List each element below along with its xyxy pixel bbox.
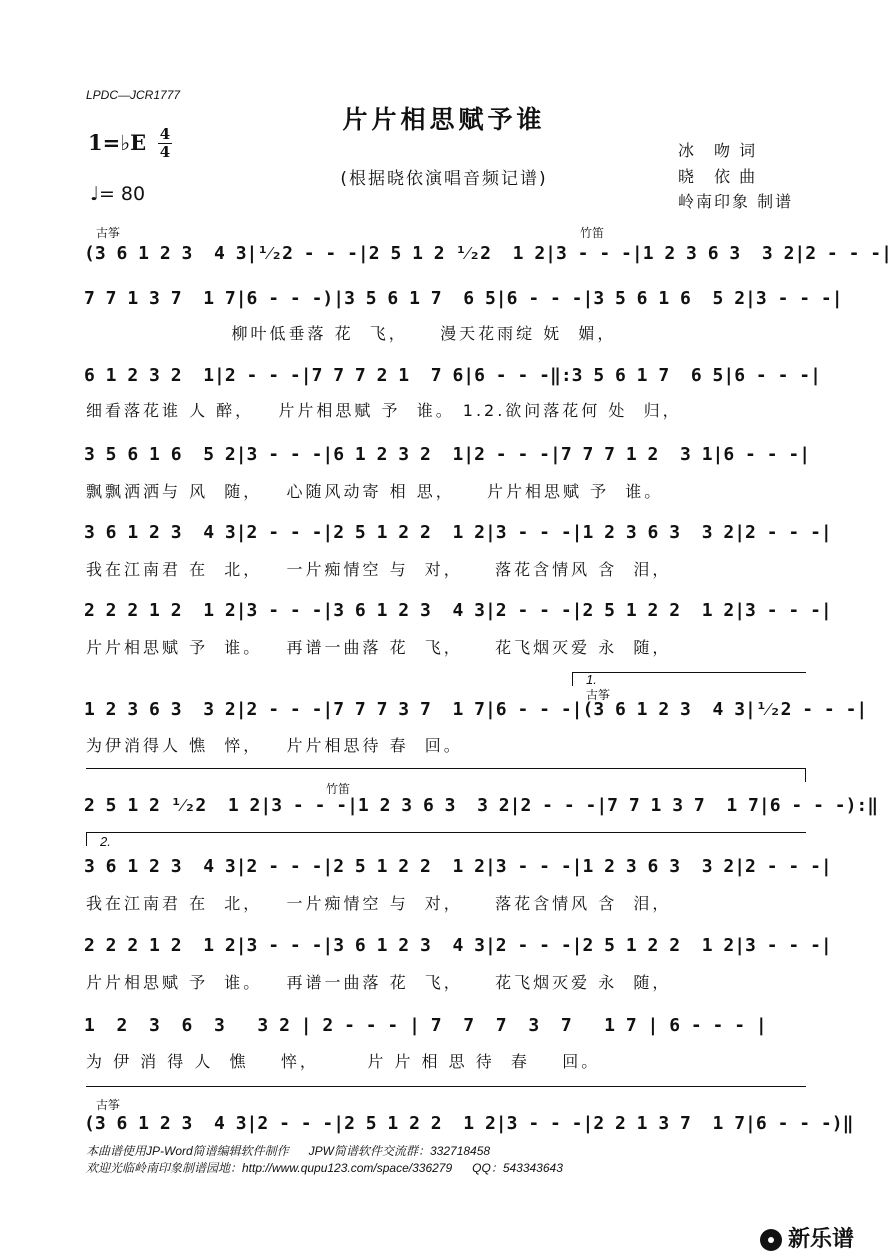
- footer-software-note: 本曲谱使用JP-Word简谱编辑软件制作 JPW简谱软件交流群：332718458: [86, 1144, 491, 1158]
- score-system-3-notes: 6 1 2 3 2 1|2 - - -|7 7 7 2 1 7 6|6 - - -‖:3 5 6 1 7 6 5|6 - - -|: [84, 365, 821, 386]
- instrument-label-guzheng-3: 古筝: [96, 1098, 121, 1112]
- volta-2-bracket-hook: [86, 832, 87, 846]
- score-system-4-notes: 3 5 6 1 6 5 2|3 - - -|6 1 2 3 2 1|2 - - -|7 7 7 1 2 3 1|6 - - -|: [84, 444, 811, 465]
- lyricist-credit: 冰 吻 词: [678, 141, 758, 160]
- watermark-logo: [760, 1222, 854, 1253]
- score-system-8-notes: 2 5 1 2 ¹⁄₂2 1 2|3 - - -|1 2 3 6 3 3 2|2 - - -|7 7 1 3 7 1 7|6 - - -):‖: [84, 795, 879, 816]
- score-system-2-lyrics: 柳叶低垂落 花 飞， 漫天花雨绽 妩 媚，: [86, 324, 617, 343]
- arranger-credit: 岭南印象 制谱: [678, 192, 794, 211]
- score-system-1-notes: (3 6 1 2 3 4 3|¹⁄₂2 - - -|2 5 1 2 ¹⁄₂2 1 2|3 - - -|1 2 3 6 3 3 2|2 - - -|: [84, 243, 892, 264]
- time-signature: [158, 127, 172, 160]
- outro-separator-line: [86, 1086, 806, 1087]
- score-system-3-lyrics: 细看落花谁 人 醉， 片片相思赋 予 谁。 1.2.欲问落花何 处 归，: [86, 401, 682, 420]
- score-system-6-notes: 2 2 2 1 2 1 2|3 - - -|3 6 1 2 3 4 3|2 - - -|2 5 1 2 2 1 2|3 - - -|: [84, 600, 832, 621]
- instrument-label-guzheng: 古筝: [96, 226, 121, 240]
- score-system-6-lyrics: 片片相思赋 予 谁。 再谱一曲落 花 飞， 花飞烟灭爱 永 随，: [86, 638, 672, 657]
- score-system-9-lyrics: 我在江南君 在 北， 一片痴情空 与 对， 落花含情风 含 泪，: [86, 894, 672, 913]
- key-signature: 1=♭E: [88, 130, 147, 155]
- footer-website-note: 欢迎光临岭南印象制谱园地：http://www.qupu123.com/space/336279 QQ：543343643: [86, 1161, 563, 1175]
- score-system-4-lyrics: 飘飘洒洒与 风 随， 心随风动寄 相 思， 片片相思赋 予 谁。: [86, 482, 664, 501]
- record-disc-icon: [760, 1229, 782, 1251]
- song-title: 片片相思赋予谁: [342, 105, 546, 134]
- score-system-7-lyrics: 为伊消得人 憔 悴， 片片相思待 春 回。: [86, 736, 463, 755]
- score-system-5-notes: 3 6 1 2 3 4 3|2 - - -|2 5 1 2 2 1 2|3 - - -|1 2 3 6 3 3 2|2 - - -|: [84, 522, 832, 543]
- watermark-text: 新乐谱: [788, 1227, 855, 1252]
- song-subtitle: (根据晓依演唱音频记谱): [340, 169, 548, 189]
- composer-credit: 晓 依 曲: [678, 167, 758, 186]
- score-system-10-lyrics: 片片相思赋 予 谁。 再谱一曲落 花 飞， 花飞烟灭爱 永 随，: [86, 973, 672, 992]
- tempo-mark: ♩= 80: [90, 183, 146, 205]
- volta-2-label: 2.: [100, 834, 111, 849]
- instrument-label-dizi-2: 竹笛: [326, 782, 351, 796]
- score-code: LPDC—JCR1777: [86, 88, 181, 102]
- instrument-label-dizi: 竹笛: [580, 226, 605, 240]
- score-system-9-notes: 3 6 1 2 3 4 3|2 - - -|2 5 1 2 2 1 2|3 - - -|1 2 3 6 3 3 2|2 - - -|: [84, 856, 832, 877]
- time-signature-bottom: 4: [159, 143, 171, 161]
- volta-1-bracket-hook: [572, 672, 573, 686]
- score-system-11-lyrics: 为 伊 消 得 人 憔 悴， 片 片 相 思 待 春 回。: [86, 1052, 601, 1071]
- score-system-5-lyrics: 我在江南君 在 北， 一片痴情空 与 对， 落花含情风 含 泪，: [86, 560, 672, 579]
- score-system-10-notes: 2 2 2 1 2 1 2|3 - - -|3 6 1 2 3 4 3|2 - - -|2 5 1 2 2 1 2|3 - - -|: [84, 935, 832, 956]
- time-signature-top: 4: [159, 125, 171, 143]
- score-system-7-notes: 1 2 3 6 3 3 2|2 - - -|7 7 7 3 7 1 7|6 - - -|(3 6 1 2 3 4 3|¹⁄₂2 - - -|: [84, 699, 868, 720]
- instrument-label-guzheng-2: 古筝: [586, 688, 611, 702]
- score-system-11-notes: 1 2 3 6 3 3 2 | 2 - - - | 7 7 7 3 7 1 7 | 6 - - - |: [84, 1015, 767, 1036]
- volta-1-label: 1.: [586, 672, 597, 687]
- volta-2-bracket-line: [86, 832, 806, 833]
- volta-1-bracket-line: [572, 672, 806, 673]
- volta-1-bracket-line-continued: [86, 768, 806, 769]
- score-system-2-notes: 7 7 1 3 7 1 7|6 - - -)|3 5 6 1 7 6 5|6 - - -|3 5 6 1 6 5 2|3 - - -|: [84, 288, 843, 309]
- score-system-12-notes: (3 6 1 2 3 4 3|2 - - -|2 5 1 2 2 1 2|3 - - -|2 2 1 3 7 1 7|6 - - -)‖: [84, 1113, 854, 1134]
- volta-1-bracket-end: [805, 768, 806, 782]
